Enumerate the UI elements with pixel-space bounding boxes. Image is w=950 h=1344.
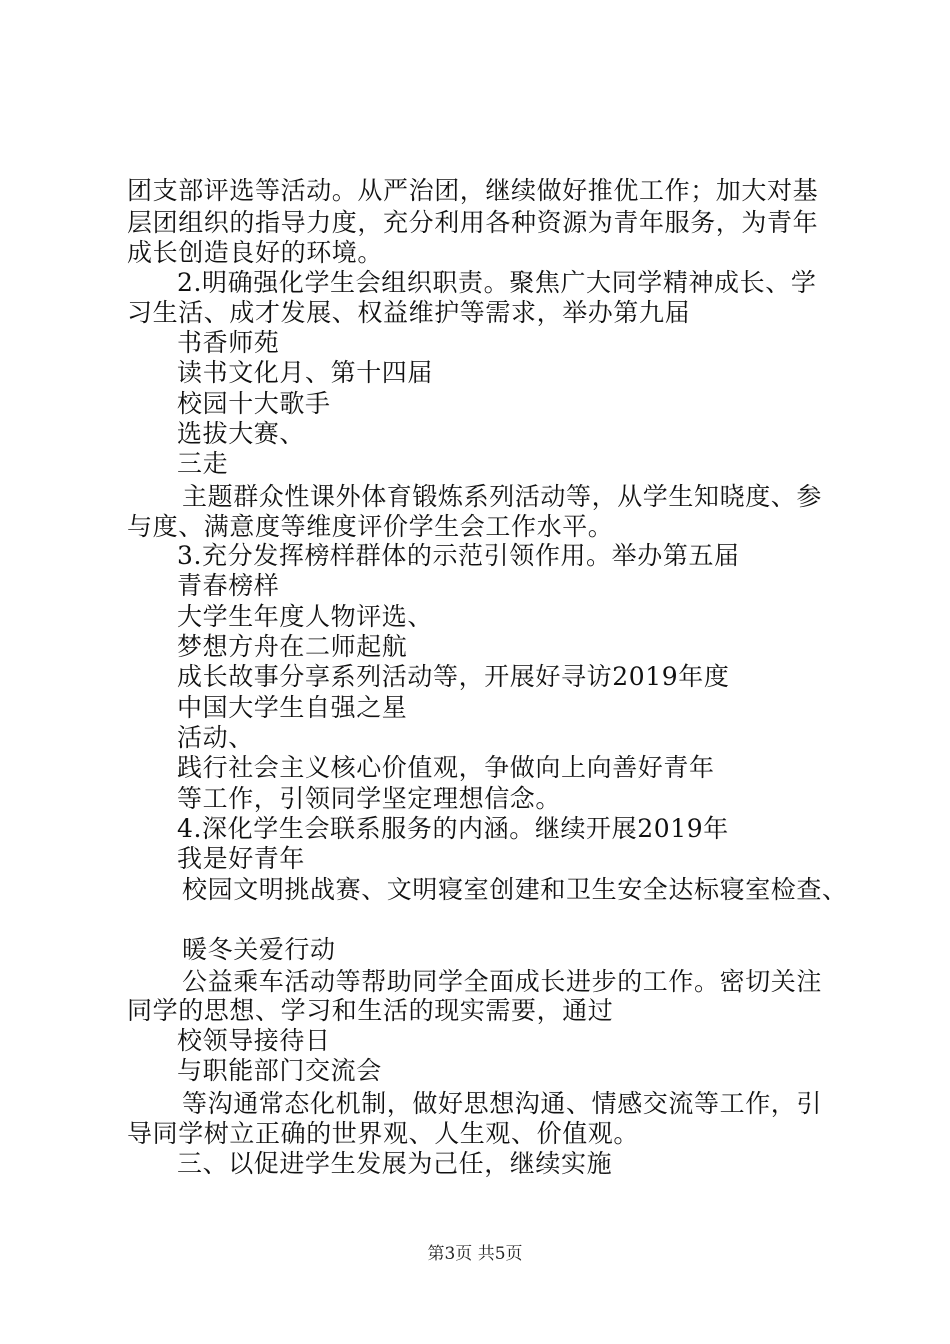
text-line: 大学生年度人物评选、 — [177, 602, 434, 631]
text-line: 读书文化月、第十四届 — [177, 358, 434, 387]
text-line: 习生活、成才发展、权益维护等需求，举办第九届 — [127, 298, 691, 327]
text-line: 导同学树立正确的世界观、人生观、价值观。 — [127, 1119, 640, 1148]
page-footer: 第3页 共5页 — [427, 1244, 523, 1264]
text-line: 成长创造良好的环境。 — [127, 238, 384, 267]
text-line: 等沟通常态化机制，做好思想沟通、情感交流等工作，引 — [182, 1089, 823, 1118]
text-line: 书香师苑 — [177, 328, 280, 357]
text-line: 三、以促进学生发展为己任，继续实施 — [177, 1149, 613, 1178]
text-line: 公益乘车活动等帮助同学全面成长进步的工作。密切关注 — [182, 967, 823, 996]
text-line: 青春榜样 — [177, 571, 280, 600]
text-line: 团支部评选等活动。从严治团，继续做好推优工作；加大对基 — [127, 176, 819, 205]
text-line: 层团组织的指导力度，充分利用各种资源为青年服务，为青年 — [127, 208, 819, 237]
text-line: 暖冬关爱行动 — [182, 935, 336, 964]
text-line: 活动、 — [177, 723, 254, 752]
text-line: 成长故事分享系列活动等，开展好寻访2019年度 — [177, 662, 730, 691]
text-line: 3.充分发挥榜样群体的示范引领作用。举办第五届 — [177, 541, 740, 570]
text-line: 与度、满意度等维度评价学生会工作水平。 — [127, 512, 614, 541]
text-line: 同学的思想、学习和生活的现实需要，通过 — [127, 996, 614, 1025]
text-line: 校园文明挑战赛、文明寝室创建和卫生安全达标寝室检查、 — [182, 875, 848, 904]
text-line: 与职能部门交流会 — [177, 1056, 382, 1085]
text-line: 2.明确强化学生会组织职责。聚焦广大同学精神成长、学 — [177, 268, 817, 297]
text-line: 等工作，引领同学坚定理想信念。 — [177, 784, 562, 813]
text-line: 梦想方舟在二师起航 — [177, 632, 408, 661]
text-line: 践行社会主义核心价值观，争做向上向善好青年 — [177, 753, 715, 782]
text-line: 4.深化学生会联系服务的内涵。继续开展2019年 — [177, 814, 729, 843]
text-line: 校园十大歌手 — [177, 389, 331, 418]
text-line: 主题群众性课外体育锻炼系列活动等，从学生知晓度、参 — [182, 482, 823, 511]
text-line: 我是好青年 — [177, 844, 306, 873]
text-line: 校领导接待日 — [177, 1026, 331, 1055]
text-line: 三走 — [177, 449, 229, 478]
text-line: 选拔大赛、 — [177, 419, 306, 448]
text-line: 中国大学生自强之星 — [177, 693, 408, 722]
